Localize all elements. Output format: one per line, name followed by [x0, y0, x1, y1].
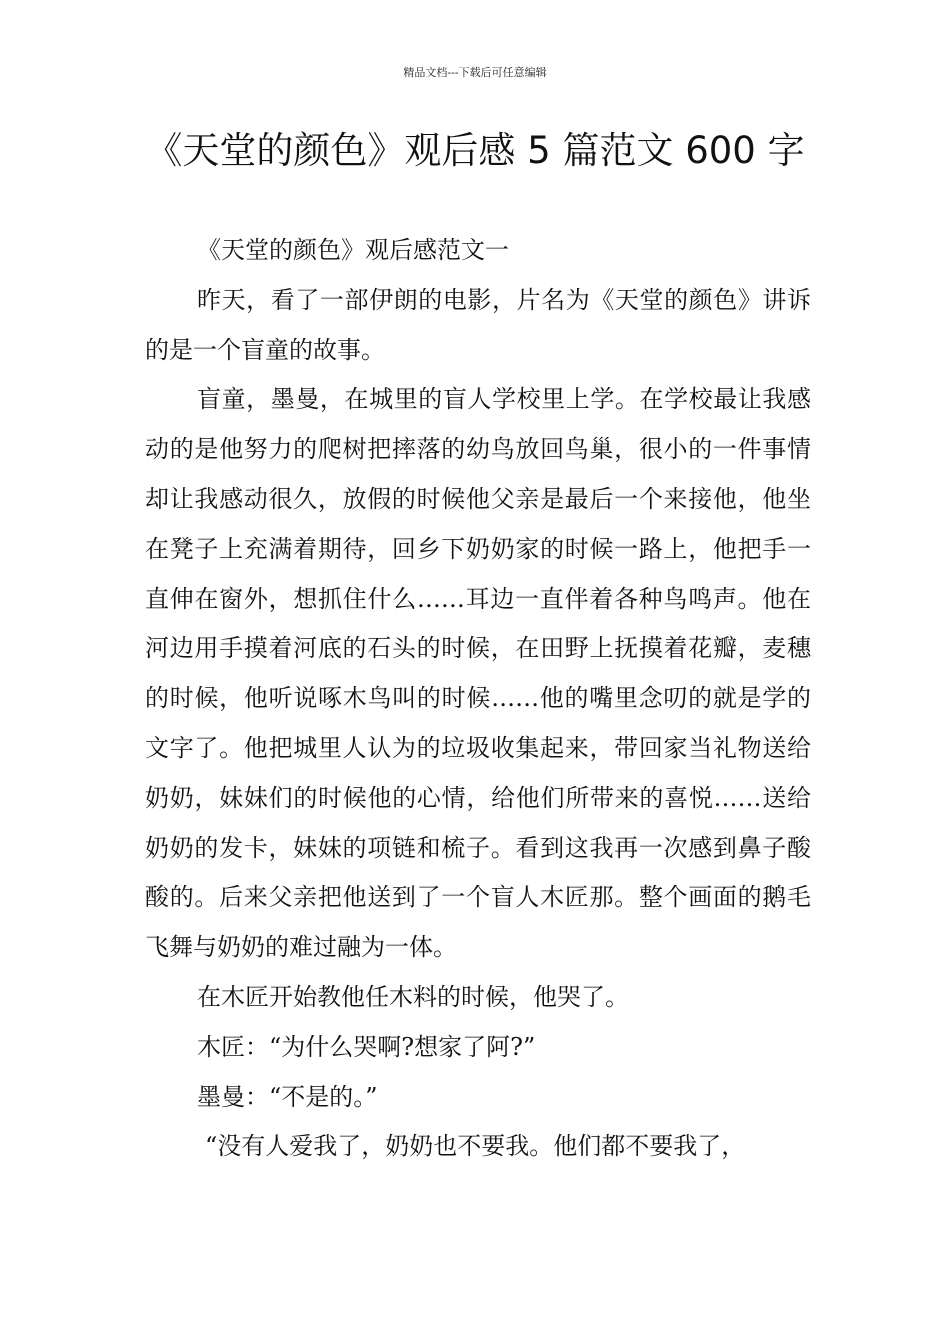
document-body	[145, 226, 811, 1172]
dialogue-line: 墨曼：“不是的。”	[197, 1082, 378, 1111]
header-note: 精品文档---下载后可任意编辑	[403, 66, 547, 79]
section-heading: 《天堂的颜色》观后感范文一	[197, 236, 509, 264]
paragraph: 昨天，看了一部伊朗的电影，片名为《天堂的颜色》讲诉的是一个盲童的故事。	[145, 285, 811, 364]
paragraph: 在木匠开始教他任木料的时候，他哭了。	[197, 982, 629, 1011]
paragraph: 盲童，墨曼，在城里的盲人学校里上学。在学校最让我感动的是他努力的爬树把摔落的幼鸟放回鸟巢，很小的一件事情却让我感动很久，放假的时候他父亲是最后一个来接他，他坐在凳子上充满着期待，回乡下奶奶家的时候一路上，他把手一直伸在窗外，想抓住什么……耳边一直伴着各种鸟鸣声。他在河边用手摸着河底的石头的时候，在田野上抚摸着花瓣，麦穗的时候，他听说啄木鸟叫的时候……他的嘴里念叨的就是学的文字了。他把城里人认为的垃圾收集起来，带回家当礼物送给奶奶，妹妹们的时候他的心情，给他们所带来的喜悦……送给奶奶的发卡，妹妹的项链和梳子。看到这我再一次感到鼻子酸酸的。后来父亲把他送到了一个盲人木匠那。整个画面的鹅毛飞舞与奶奶的难过融为一体。	[145, 385, 811, 962]
dialogue-line: “没有人爱我了，奶奶也不要我。他们都不要我了，	[205, 1132, 746, 1161]
document-title: 《天堂的颜色》观后感 5 篇范文 600 字	[145, 129, 805, 172]
dialogue-line: 木匠：“为什么哭啊?想家了阿?”	[197, 1032, 536, 1061]
